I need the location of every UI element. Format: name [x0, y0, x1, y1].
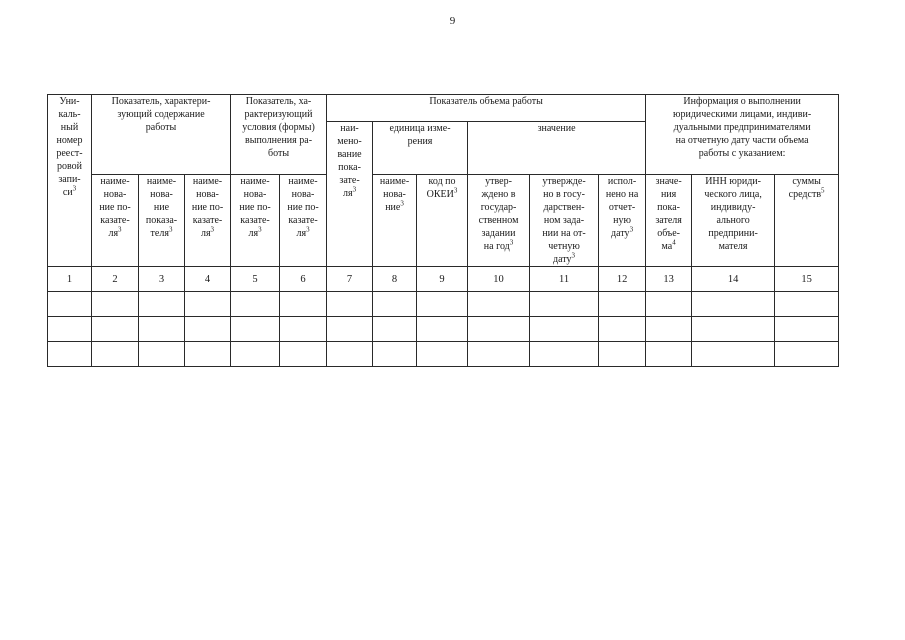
table-cell — [599, 317, 646, 342]
table-cell — [468, 292, 530, 317]
table-cell — [280, 292, 327, 317]
header-unit: единица изме- рения — [373, 122, 468, 175]
table-cell — [692, 342, 775, 367]
table-cell — [280, 342, 327, 367]
column-number: 10 — [468, 267, 530, 292]
table-cell — [775, 342, 839, 367]
header-content-indicator: Показатель, характери- зующий содержание работы — [92, 95, 231, 175]
header-condition-name-2: наиме- нова- ние по- казате- $ля^3$ — [280, 175, 327, 267]
table-cell — [373, 292, 417, 317]
table-cell — [775, 292, 839, 317]
header-value: значение — [468, 122, 646, 175]
column-number: 13 — [646, 267, 692, 292]
table-cell — [599, 292, 646, 317]
table-cell — [92, 342, 139, 367]
table-cell — [327, 292, 373, 317]
table-cell — [48, 317, 92, 342]
table-cell — [468, 317, 530, 342]
header-content-name-1: наиме- нова- ние по- казате- $ля^3$ — [92, 175, 139, 267]
column-number: 12 — [599, 267, 646, 292]
table-row — [48, 317, 839, 342]
table-cell — [139, 342, 185, 367]
header-info-inn: ИНН юриди- ческого лица, индивиду- ального предприни- мателя — [692, 175, 775, 267]
table-cell — [417, 342, 468, 367]
header-content-name-3: наиме- нова- ние по- казате- $ля^3$ — [185, 175, 231, 267]
table-cell — [530, 317, 599, 342]
column-number: 1 — [48, 267, 92, 292]
table-cell — [139, 317, 185, 342]
table-cell — [48, 342, 92, 367]
page-number: 9 — [449, 15, 456, 27]
header-okei-code: код по ОКЕИ$^3$ — [417, 175, 468, 267]
column-number: 3 — [139, 267, 185, 292]
table-row — [48, 292, 839, 317]
column-number-row — [48, 267, 839, 292]
column-number: 4 — [185, 267, 231, 292]
table-cell — [92, 292, 139, 317]
table-cell — [231, 342, 280, 367]
header-info-performers: Информация о выполнении юридическими лицами, индиви- дуальными предпринимателями на отчетную дату части объема работы с указанием: — [646, 95, 839, 175]
header-registry-number: Уни- каль- ный номер реест- ровой запи- $си^3$ — [48, 95, 92, 267]
table-cell — [373, 317, 417, 342]
table-cell — [327, 342, 373, 367]
column-number: 8 — [373, 267, 417, 292]
column-number: 5 — [231, 267, 280, 292]
table-cell — [417, 292, 468, 317]
table-cell — [417, 317, 468, 342]
column-number: 9 — [417, 267, 468, 292]
report-table — [47, 94, 839, 367]
column-number: 11 — [530, 267, 599, 292]
table-cell — [139, 292, 185, 317]
table-cell — [692, 317, 775, 342]
table-cell — [530, 342, 599, 367]
table-cell — [646, 317, 692, 342]
header-executed-date: испол- нено на отчет- ную дату$^3$ — [599, 175, 646, 267]
column-number: 7 — [327, 267, 373, 292]
table-cell — [646, 342, 692, 367]
table-cell — [48, 292, 92, 317]
table-cell — [530, 292, 599, 317]
table-cell — [185, 317, 231, 342]
header-approved-year: утвер- ждено в государ- ственном задании на год$^3$ — [468, 175, 530, 267]
column-number: 14 — [692, 267, 775, 292]
column-number: 2 — [92, 267, 139, 292]
table-cell — [373, 342, 417, 367]
table-cell — [231, 317, 280, 342]
table-cell — [280, 317, 327, 342]
table-cell — [599, 342, 646, 367]
table-cell — [185, 292, 231, 317]
column-number: 15 — [775, 267, 839, 292]
column-number: 6 — [280, 267, 327, 292]
table-cell — [185, 342, 231, 367]
header-condition-name-1: наиме- нова- ние по- казате- $ля^3$ — [231, 175, 280, 267]
header-unit-name: наиме- нова- ние$^3$ — [373, 175, 417, 267]
table-cell — [692, 292, 775, 317]
header-volume-indicator: Показатель объема работы — [327, 95, 646, 122]
table-cell — [775, 317, 839, 342]
table-cell — [231, 292, 280, 317]
header-info-value: значе- ния пока- зателя объе- $ма^4$ — [646, 175, 692, 267]
header-approved-date: утвержде- но в госу- дарствен- ном зада- нии на от- четную дату$^3$ — [530, 175, 599, 267]
header-info-sums: суммы средств$^5$ — [775, 175, 839, 267]
table-cell — [327, 317, 373, 342]
header-conditions-indicator: Показатель, ха- рактеризующий условия (формы) выполнения ра- боты — [231, 95, 327, 175]
table-cell — [468, 342, 530, 367]
header-content-name-2: наиме- нова- ние показа- теля$^3$ — [139, 175, 185, 267]
header-volume-name: наи- мено- вание пока- зате- $ля^3$ — [327, 122, 373, 267]
table-row — [48, 342, 839, 367]
table-cell — [646, 292, 692, 317]
table-cell — [92, 317, 139, 342]
